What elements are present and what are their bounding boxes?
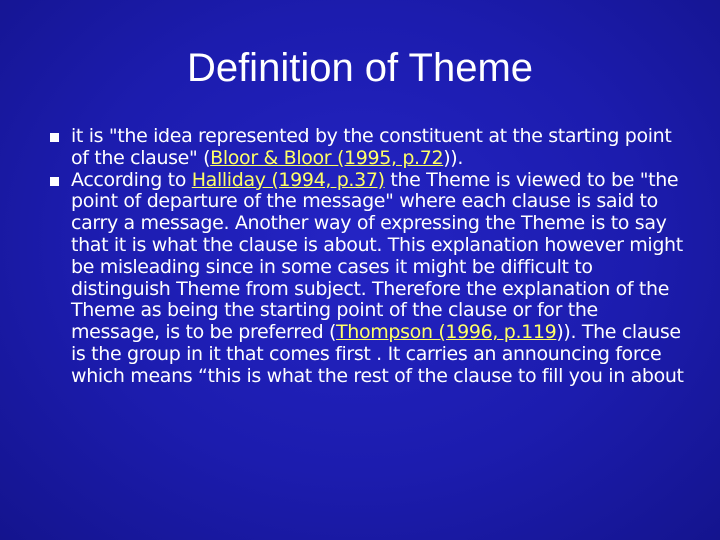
citation-link-bloor[interactable]: Bloor & Bloor (1995, p.72 — [210, 146, 444, 169]
bullet-text: )). — [443, 146, 464, 169]
bullet-text: According to — [71, 168, 192, 191]
slide-title: Definition of Theme — [186, 46, 534, 90]
square-bullet-icon — [50, 177, 59, 186]
citation-link-halliday[interactable]: Halliday (1994, p.37) — [191, 168, 385, 191]
bullet-text: it is "the idea represented by the constituent at the starting point of the clause" ( — [71, 125, 672, 169]
citation-link-thompson[interactable]: Thompson (1996, p.119 — [336, 321, 557, 344]
bullet-item-2 — [50, 170, 690, 388]
bullet-list — [50, 126, 690, 388]
square-bullet-icon — [50, 133, 59, 142]
bullet-item-1 — [50, 126, 690, 170]
bullet-text: the Theme is viewed to be "the point of departure of the message" where each clause is said to carry a message. Another way of expressing the Theme is to say that it is what the clause is about. This explanation however might be misleading since in some cases it might be difficult to distinguish Theme from subject. Therefore the explanation of the Theme as being the starting point of the clause or for the message, is to be preferred ( — [71, 168, 683, 344]
bullet-text: )). The clause is the group in it that comes first . It carries an announcing force which means “this is what the rest of the clause to fill you in about — [71, 321, 684, 387]
